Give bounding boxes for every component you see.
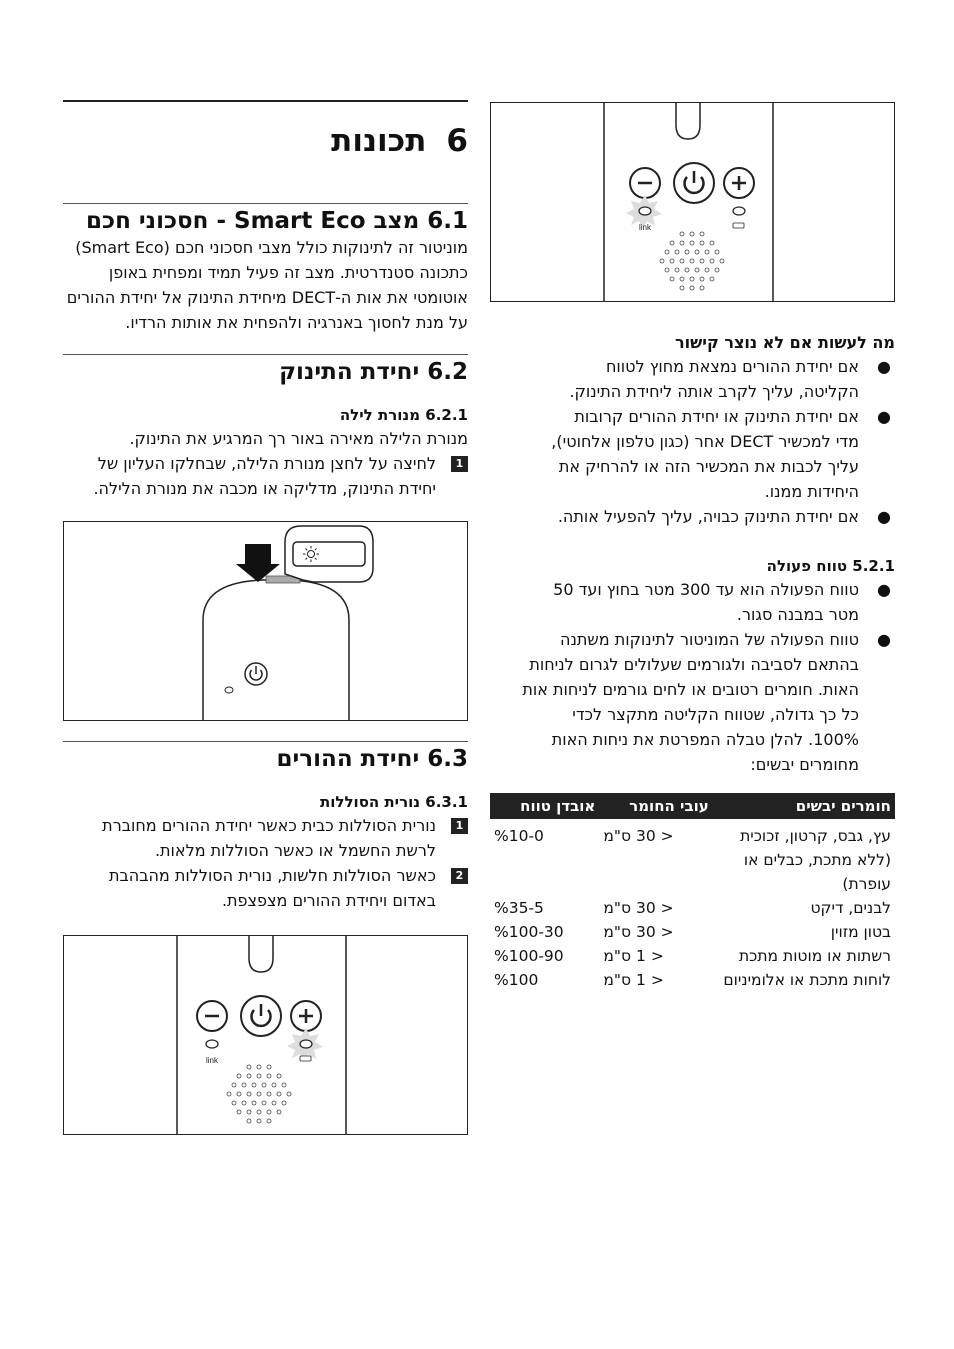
step-item: [63, 813, 468, 863]
table-row: [490, 920, 895, 944]
section-6-3-rule: [63, 741, 468, 742]
table-cell: < 30 ס"מ: [603, 899, 674, 917]
battery-icon: [733, 223, 744, 228]
indicator-light-icon: [225, 687, 233, 693]
battery-light-icon: [300, 1040, 312, 1048]
section-5-2-1-heading: 5.2.1 טווח פעולה: [766, 557, 895, 575]
section-6-3-1-heading: 6.3.1 נורית הסוללות: [320, 793, 468, 811]
battery-icon: [300, 1056, 311, 1061]
link-light-icon: [206, 1040, 218, 1048]
bullet-dot-icon: ●: [877, 630, 891, 649]
baby-unit-night-light-figure: [63, 521, 468, 721]
table-row: [490, 968, 895, 992]
bullet-item: [518, 577, 895, 627]
table-header-cell: עובי החומר: [599, 793, 712, 819]
table-cell: רשתות או מוטות מתכת: [738, 947, 891, 965]
table-cell: %100: [494, 971, 539, 989]
bullet-item: [550, 354, 895, 404]
section-6-1-body: מוניטור זה לתינוקות כולל מצבי חסכוני חכם (Smart Eco) כתכונה סטנדרטית. מצב זה פעיל תמיד ומפחית באופן אוטומטי את אות ה-DECT מיחידת התינוק אל יחידת ההורים על מנת לחסוך באנרגיה ולהפחית את אותות הרדיו.: [66, 238, 468, 332]
antenna-slot: [676, 103, 700, 139]
bullet-text: אם יחידת ההורים נמצאת מחוץ לטווח הקליטה, עליך לקרב אותה ליחידת התינוק.: [569, 357, 859, 401]
table-cell: %10-0: [494, 827, 544, 845]
no-link-heading: מה לעשות אם לא נוצר קישור: [675, 333, 895, 352]
table-header-cell: חומרים יבשים: [713, 793, 895, 819]
table-cell: %35-5: [494, 899, 544, 917]
section-6-2-heading: 6.2 יחידת התינוק: [279, 359, 468, 385]
step-number: 1: [451, 818, 468, 834]
table-cell: %100-90: [494, 947, 564, 965]
table-row: [490, 819, 895, 896]
right-column: [63, 100, 468, 1135]
bullet-dot-icon: ●: [877, 407, 891, 426]
section-6-3-heading: 6.3 יחידת ההורים: [276, 746, 468, 772]
step-text: כאשר הסוללות חלשות, נורית הסוללות מהבהבת באדום ויחידת ההורים מצפצפת.: [109, 866, 436, 910]
link-label: link: [638, 223, 652, 232]
step-item: [63, 451, 468, 501]
speaker-grille-icon: [227, 1065, 291, 1123]
step-text: נורית הסוללות כבית כאשר יחידת ההורים מחוברת לרשת החשמל או כאשר הסוללות מלאות.: [102, 816, 436, 860]
range-bullets: [490, 577, 895, 777]
chapter-number: 6: [446, 123, 468, 159]
night-light-steps: [63, 451, 468, 501]
parent-unit-link-illustration: [490, 103, 894, 301]
chapter-name: תכונות: [331, 123, 427, 159]
parent-unit-link-figure: [490, 102, 895, 302]
bullet-dot-icon: ●: [877, 507, 891, 526]
link-label: link: [205, 1056, 219, 1065]
left-column: [490, 102, 895, 992]
chapter-title: [63, 102, 468, 172]
step-number: 2: [451, 868, 468, 884]
night-light-intro: מנורת הלילה מאירה באור רך המרגיע את התינוק.: [129, 429, 468, 448]
section-6-1-rule: [63, 203, 468, 204]
table-cell: < 30 ס"מ: [603, 827, 674, 845]
table-row: [490, 944, 895, 968]
table-cell: < 1 ס"מ: [603, 947, 664, 965]
bullet-text: אם יחידת התינוק כבויה, עליך להפעיל אותה.: [557, 507, 859, 526]
table-header-row: [490, 793, 895, 819]
section-6-2-rule: [63, 354, 468, 355]
section-6-2-1-heading: 6.2.1 מנורת לילה: [339, 406, 468, 424]
antenna-slot: [249, 936, 273, 972]
table-row: [490, 896, 895, 920]
parent-unit-battery-figure: [63, 935, 468, 1135]
attenuation-table: [490, 793, 895, 992]
step-text: לחיצה על לחצן מנורת הלילה, שבחלקו העליון של יחידת התינוק, מדליקה או מכבה את מנורת הלילה.: [93, 454, 436, 498]
bullet-item: [550, 504, 895, 529]
table-cell: בטון מזוין: [830, 923, 891, 941]
bullet-dot-icon: ●: [877, 357, 891, 376]
link-light-icon: [639, 207, 651, 215]
step-item: [63, 863, 468, 913]
section-6-1-heading: 6.1 מצב Smart Eco - חסכוני חכם: [86, 208, 468, 234]
table-header-cell: אובדן טווח: [490, 793, 599, 819]
table-cell: עץ, גבס, קרטון, זכוכית (ללא מתכת, כבלים או עופרת): [740, 827, 891, 893]
bullet-text: טווח הפעולה הוא עד 300 מטר בחוץ ועד 50 מטר במבנה סגור.: [553, 580, 859, 624]
bullet-item: [550, 404, 895, 504]
battery-light-steps: [63, 813, 468, 913]
speaker-grille-icon: [660, 232, 724, 290]
parent-unit-battery-illustration: [63, 936, 467, 1134]
battery-light-icon: [733, 207, 745, 215]
arrow-down-icon: [245, 544, 271, 564]
baby-unit-illustration: [63, 522, 467, 720]
bullet-item: [518, 627, 895, 777]
table-cell: לוחות מתכת או אלומיניום: [723, 971, 891, 989]
bullet-dot-icon: ●: [877, 580, 891, 599]
no-link-bullets: [490, 354, 895, 529]
table-cell: < 30 ס"מ: [603, 923, 674, 941]
step-number: 1: [451, 456, 468, 472]
bullet-text: אם יחידת התינוק או יחידת ההורים קרובות מדי למכשיר DECT אחר (כגון טלפון אלחוטי), עליך לכבות את המכשיר הזה או להרחיק את היחידות ממנו.: [551, 407, 859, 501]
bullet-text: טווח הפעולה של המוניטור לתינוקות משתנה בהתאם לסביבה ולגורמים שעלולים לגרום לניחות האות. חומרים רטובים או לחים גורמים לניחות אות כל כך גדולה, שטווח הקליטה מתקצר לכדי 100%. להלן טבלה המפרטת את ניחות האות מחומרים יבשים:: [522, 630, 859, 774]
table-cell: %100-30: [494, 923, 564, 941]
table-cell: לבנים, דיקט: [810, 899, 891, 917]
table-cell: < 1 ס"מ: [603, 971, 664, 989]
